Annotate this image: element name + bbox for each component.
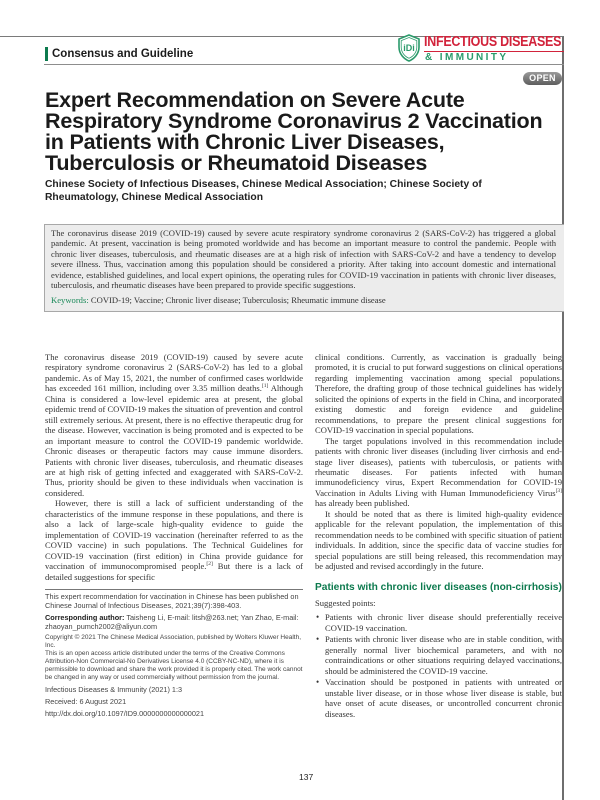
citation-ref[interactable]: [3]: [555, 488, 562, 495]
open-access-badge: OPEN: [523, 72, 562, 85]
corresponding-author-text: Taisheng Li, E-mail: litsh@263.net; Yan Zhao, E-mail: zhaoyan_pumch2002@aliyun.com: [45, 613, 299, 631]
suggested-points-list: [315, 612, 562, 719]
paragraph-text: The coronavirus disease 2019 (COVID-19) caused by severe acute respiratory syndrome coronavirus 2 (SARS-CoV-2) has led to a global pandemic. As of May 15, 2021, the number of confirmed cases worldwide has exceeded 161 million, including over 3.35 million deaths.: [45, 352, 303, 394]
footnote-divider: [45, 589, 303, 590]
paragraph-text: has already been published.: [315, 498, 410, 509]
paragraph-text: However, there is still a lack of sufficient understanding of the characteristics of the immune response in these populations, and there is also a lack of large-scale high-quality evidence to guide the implementation of COVID-19 vaccination (hereinafter referred to as the COVID vaccine) in such populations. The Technical Guidelines for COVID-19 vaccination (first edition) in China provide guidance for vaccination of immunocompromised people.: [45, 498, 303, 572]
body-paragraph: [45, 352, 303, 498]
abstract-text: The coronavirus disease 2019 (COVID-19) caused by severe acute respiratory syndrome coronavirus 2 (SARS-CoV-2) has triggered a global pandemic. At present, vaccination is being promoted worldwide and has become an important measure to control the pandemic. People with chronic liver diseases, tuberculosis, and rheumatic diseases are at a high risk of infection with SARS-CoV-2 and have a tendency to develop severe illness. Thus, vaccination among this population should be considered a priority. After taking into account domestic and international evidence, established guidelines, and local expert opinions, the operating rules for COVID-19 vaccination in patients with chronic liver diseases, tuberculosis, and rheumatic diseases have been prepared to provide specific suggestions.: [51, 228, 556, 291]
abstract-box: [44, 224, 564, 312]
body-column-left: [45, 352, 303, 582]
article-authors: Chinese Society of Infectious Diseases, Chinese Medical Association; Chinese Society of Rheumatology, Chinese Medical Association: [45, 179, 482, 203]
body-paragraph: [45, 498, 303, 582]
svg-text:iDi: iDi: [403, 43, 415, 53]
section-heading: Patients with chronic liver diseases (non-cirrhosis): [315, 581, 562, 593]
citation-ref[interactable]: [2]: [206, 561, 213, 568]
header-divider: [44, 64, 564, 65]
body-paragraph: clinical conditions. Currently, as vaccination is gradually being promoted, it is crucial to put forward suggestions on clinical operations regarding implementing vaccination among special populations. Therefore, the drafting group of those technical guidelines has widely solicited the opinions of experts in the field in China, and incorporated existing domestic and foreign evidence and guideline recommendations, to prepare the present clinical suggestions for COVID-19 vaccination in special populations.: [315, 352, 562, 436]
keywords: [51, 295, 556, 305]
journal-logo: [397, 34, 564, 64]
copyright-note: Copyright © 2021 The Chinese Medical Association, published by Wolters Kluwer Health, Inc.: [45, 634, 302, 649]
license-note: This is an open access article distributed under the terms of the Creative Commons Attribution-Non Commercial-No Derivatives License 4.0 (CCBY-NC-ND), where it is permissible to download and share the work provided it is properly cited. The work cannot be changed in any way or used commercially without permission from the journal.: [45, 650, 303, 681]
suggested-points-label: Suggested points:: [315, 597, 376, 608]
keywords-list: COVID-19; Vaccine; Chronic liver disease; Tuberculosis; Rheumatic immune disease: [90, 295, 386, 306]
keywords-label: Keywords:: [51, 295, 89, 306]
journal-logo-subtitle: & IMMUNITY: [425, 52, 509, 63]
page-number: 137: [299, 772, 314, 782]
paragraph-text: The target populations involved in this recommendation include patients with chronic liver diseases (including liver cirrhosis and end-stage liver diseases), patients with tuberculosis, or patients with rheumatic diseases. For patients infected with human immunodeficiency virus, Expert Recommendation for COVID-19 Vaccination in Adults Living with Human Immunodeficiency Virus: [315, 435, 562, 498]
list-item: • Patients with chronic liver disease should preferentially receive COVID-19 vaccination.: [315, 612, 562, 633]
paragraph-text: Although China is considered a low-level epidemic area at present, the global epidemic trend of COVID-19 makes the situation of prevention and control still extremely serious. At present, there is no effective therapeutic drug for the disease. However, vaccination is being promoted and is expected to be an important measure to control the COVID-19 pandemic worldwide. Chronic diseases or therapeutic factors may cause immune disorders. Patients with chronic liver diseases, tuberculosis, and rheumatic diseases are at high risk of getting infected and exaggerated with SARS-CoV-2. Thus, priority should be given to these individuals when vaccination is considered.: [45, 383, 303, 498]
publication-note: This expert recommendation for vaccination in Chinese has been published on Chinese Journal of Infectious Diseases, 2021;39(7):398-403.: [45, 592, 299, 610]
section-label: Consensus and Guideline: [45, 47, 193, 61]
footnotes: [45, 592, 303, 721]
body-paragraph: It should be noted that as there is limited high-quality evidence applicable for the relevant population, the implementation of this recommendation needs to be combined with specific situation of patient individuals. In addition, since the specific data of vaccine studies for special populations are still being released, this recommendation may be adjusted and revised accordingly in the future.: [315, 508, 562, 572]
citation-line: Infectious Diseases & Immunity (2021) 1:3: [45, 685, 183, 694]
corresponding-author: [45, 613, 303, 631]
list-item: • Vaccination should be postponed in patients with untreated or unstable liver disease, or in those whose liver disease is stable, but have onset of acute diseases, or uncontrolled concurrent chronic diseases.: [315, 677, 562, 719]
corresponding-author-label: Corresponding author:: [45, 613, 125, 622]
journal-logo-title: INFECTIOUS DISEASES: [424, 34, 562, 50]
body-column-right: [315, 352, 562, 720]
body-paragraph: [315, 436, 562, 509]
doi-link[interactable]: http://dx.doi.org/10.1097/ID9.0000000000000021: [45, 709, 205, 718]
article-title: Expert Recommendation on Severe Acute Respiratory Syndrome Coronavirus 2 Vaccination in Patients with Chronic Liver Diseases, Tuberculosis or Rheumatoid Diseases: [45, 88, 543, 175]
idi-shield-logo-icon: [397, 34, 421, 62]
paragraph-text: But there is a lack of detailed suggestions for specific: [45, 561, 304, 582]
citation-ref[interactable]: [1]: [261, 383, 269, 390]
list-item: • Patients with chronic liver disease who are in stable condition, with generally normal liver biochemical parameters, and with no contraindications or other situations requiring delayed vaccinations, should be administered the COVID-19 vaccine.: [315, 634, 562, 676]
received-date: Received: 6 August 2021: [45, 697, 127, 706]
